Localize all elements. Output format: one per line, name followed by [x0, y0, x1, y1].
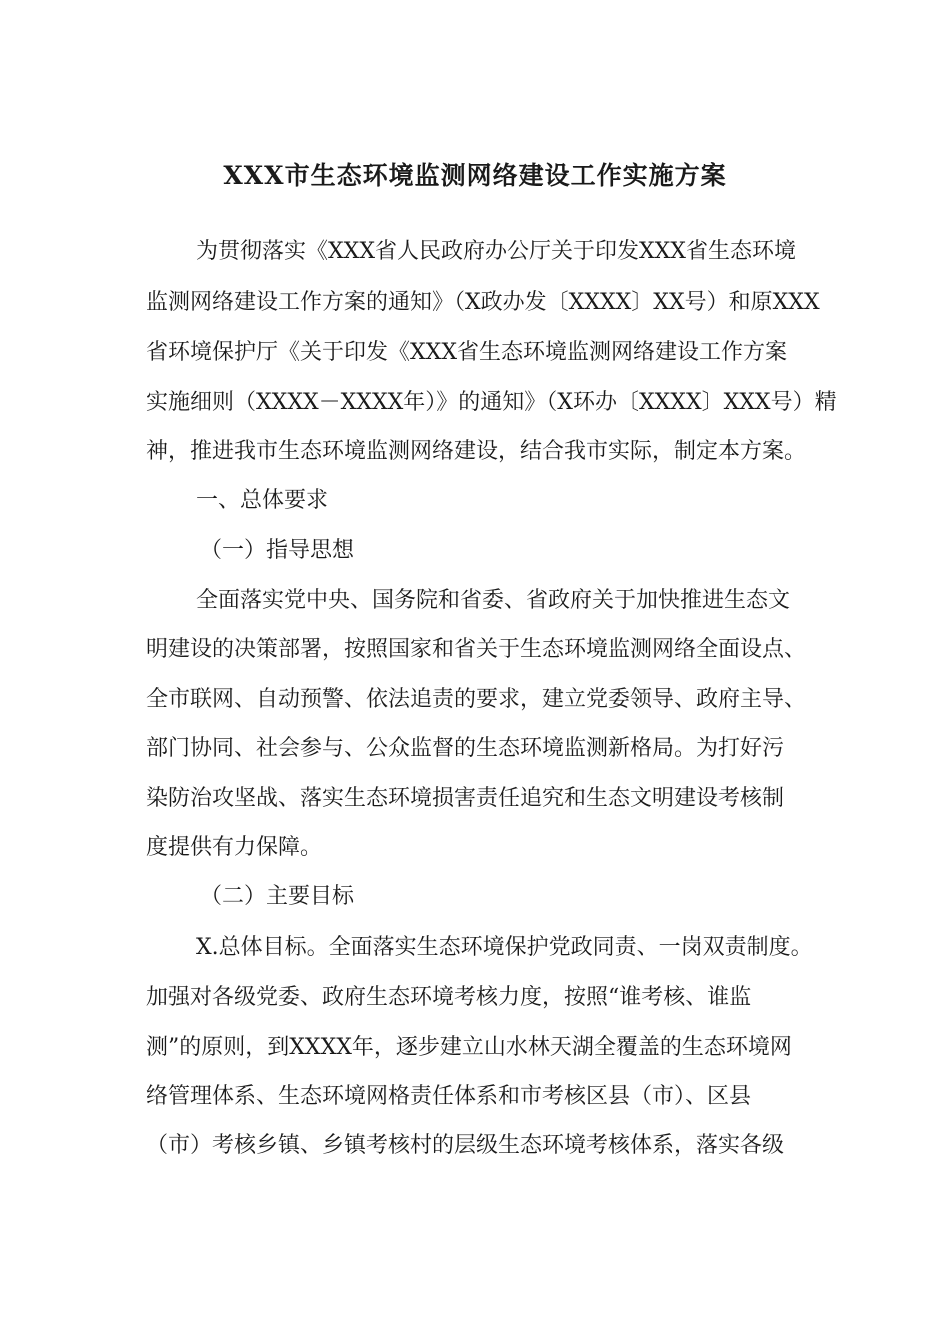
subsection-heading: （二）主要目标: [200, 884, 355, 909]
paragraph-line: 全面落实党中央、国务院和省委、省政府关于加快推进生态文: [196, 588, 791, 613]
paragraph-line: X.总体目标。全面落实生态环境保护党政同责、一岗双责制度。: [196, 935, 813, 960]
document-title: XXX市生态环境监测网络建设工作实施方案: [223, 161, 727, 190]
paragraph-line: 部门协同、社会参与、公众监督的生态环境监测新格局。为打好污: [146, 736, 785, 761]
paragraph-line: 为贯彻落实《XXX省人民政府办公厅关于印发XXX省生态环境: [196, 239, 796, 264]
paragraph-line: 神，推进我市生态环境监测网络建设，结合我市实际，制定本方案。: [146, 439, 807, 464]
paragraph-line: 测”的原则，到XXXX年，逐步建立山水林天湖全覆盖的生态环境网: [146, 1035, 792, 1060]
paragraph-line: 监测网络建设工作方案的通知》（X政办发〔XXXX〕XX号）和原XXX: [146, 290, 820, 315]
paragraph-line: 度提供有力保障。: [146, 835, 323, 860]
paragraph-line: 全市联网、自动预警、依法追责的要求，建立党委领导、政府主导、: [146, 687, 807, 712]
section-heading: 一、总体要求: [196, 488, 329, 513]
paragraph-line: 省环境保护厅《关于印发《XXX省生态环境监测网络建设工作方案: [146, 340, 787, 365]
paragraph-line: 络管理体系、生态环境网格责任体系和市考核区县（市）、区县: [146, 1084, 752, 1109]
subsection-heading: （一）指导思想: [200, 538, 355, 563]
paragraph-line: 实施细则（XXXX－XXXX年）》的通知》（X环办〔XXXX〕XXX号）精: [146, 390, 837, 415]
paragraph-line: 染防治攻坚战、落实生态环境损害责任追究和生态文明建设考核制: [146, 786, 785, 811]
paragraph-line: 明建设的决策部署，按照国家和省关于生态环境监测网络全面设点、: [146, 637, 807, 662]
paragraph-line: 加强对各级党委、政府生态环境考核力度，按照“谁考核、谁监: [146, 985, 752, 1010]
paragraph-line: （市）考核乡镇、乡镇考核村的层级生态环境考核体系，落实各级: [146, 1133, 785, 1158]
